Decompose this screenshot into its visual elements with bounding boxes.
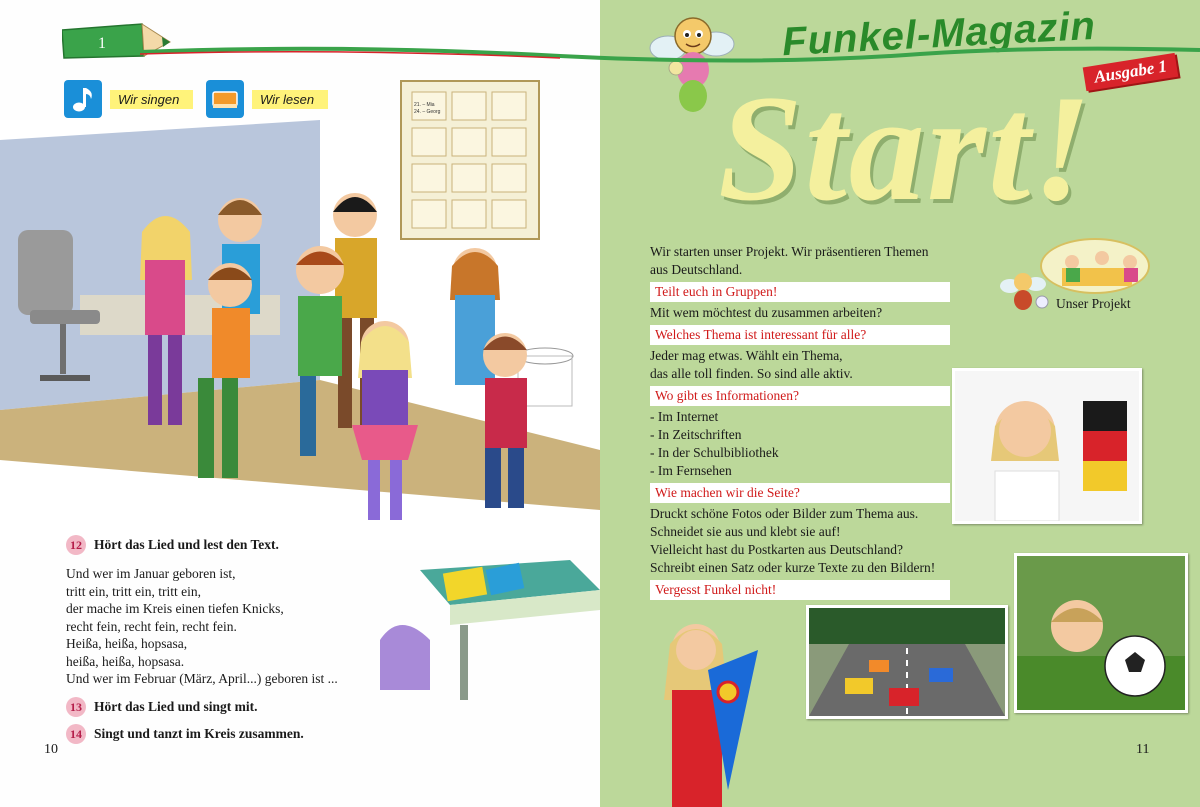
section-text: Schneidet sie aus und klebt sie auf! [650, 524, 841, 539]
school-desk-illustration [370, 550, 600, 700]
funkel-bee-small-icon [996, 268, 1054, 318]
exercise-13 [66, 697, 258, 717]
section-text: Jeder mag etwas. Wählt ein Thema, [650, 348, 843, 363]
list-item: - Im Fernsehen [650, 463, 732, 478]
page-number-right: 11 [1136, 742, 1150, 757]
instructions-block [650, 243, 990, 602]
big-title: Start! [718, 64, 1094, 232]
photo-girl-with-schultuete [648, 610, 768, 807]
list-item: - In der Schulbibliothek [650, 445, 779, 460]
badge-label: Wir singen [110, 90, 193, 109]
song-text [66, 565, 338, 688]
section-heading: Vergesst Funkel nicht! [650, 580, 950, 600]
section-text: Mit wem möchtest du zusammen arbeiten? [650, 305, 883, 320]
section-text: Schreibt einen Satz oder kurze Texte zu den Bildern! [650, 560, 936, 575]
music-note-icon [64, 80, 102, 118]
calendar-entry: 21. – Mia [414, 102, 435, 108]
list-item: - Im Internet [650, 409, 719, 424]
section-text: Vielleicht hast du Postkarten aus Deutschland? [650, 542, 903, 557]
song-line: tritt ein, tritt ein, tritt ein, [66, 583, 201, 599]
photo-girl-with-flag [952, 368, 1142, 524]
exercise-number: 14 [66, 724, 86, 744]
badge-label: Wir lesen [252, 90, 328, 109]
section-text: Druckt schöne Fotos oder Bilder zum Thema aus. [650, 506, 919, 521]
section-heading: Teilt euch in Gruppen! [650, 282, 950, 302]
magazine-title: Funkel-Magazin [781, 3, 1097, 65]
badge-wir-lesen [206, 80, 328, 118]
exercise-text: Hört das Lied und lest den Text. [94, 537, 279, 552]
decorative-ribbon [140, 38, 1200, 68]
right-page [600, 0, 1200, 807]
exercise-14 [66, 724, 304, 744]
list-item: - In Zeitschriften [650, 427, 742, 442]
page-number-left: 10 [44, 742, 58, 757]
book-icon [206, 80, 244, 118]
intro-text: Wir starten unser Projekt. Wir präsentieren Themen [650, 244, 929, 259]
project-label: Unser Projekt [1056, 296, 1131, 311]
badge-wir-singen [64, 80, 193, 118]
song-line: recht fein, recht fein, recht fein. [66, 618, 237, 634]
song-line: Und wer im Februar (März, April...) geboren ist ... [66, 671, 338, 686]
exercise-12 [66, 535, 279, 555]
exercise-number: 13 [66, 697, 86, 717]
exercise-text: Hört das Lied und singt mit. [94, 699, 258, 714]
section-heading: Wo gibt es Informationen? [650, 386, 950, 406]
pencil-number: 1 [98, 35, 106, 52]
section-heading: Welches Thema ist interessant für alle? [650, 325, 950, 345]
section-text: das alle toll finden. So sind alle aktiv. [650, 366, 853, 381]
sources-list [650, 408, 990, 480]
exercise-text: Singt und tanzt im Kreis zusammen. [94, 726, 304, 741]
issue-badge: Ausgabe 1 [1083, 53, 1179, 91]
song-line: Und wer im Januar geboren ist, [66, 566, 236, 581]
song-line: Heißa, heißa, hopsasa, [66, 636, 188, 651]
project-illustration [1040, 238, 1150, 294]
intro-text: aus Deutschland. [650, 262, 743, 277]
exercise-number: 12 [66, 535, 86, 555]
wall-calendar [400, 80, 540, 240]
photo-traffic-park [806, 605, 1008, 719]
calendar-entry: 24. – Georg [414, 109, 441, 115]
song-line: der mache im Kreis einen tiefen Knicks, [66, 601, 284, 616]
photo-boy-with-football [1014, 553, 1188, 713]
song-line: heißa, heißa, hopsasa. [66, 653, 185, 669]
section-heading: Wie machen wir die Seite? [650, 483, 950, 503]
